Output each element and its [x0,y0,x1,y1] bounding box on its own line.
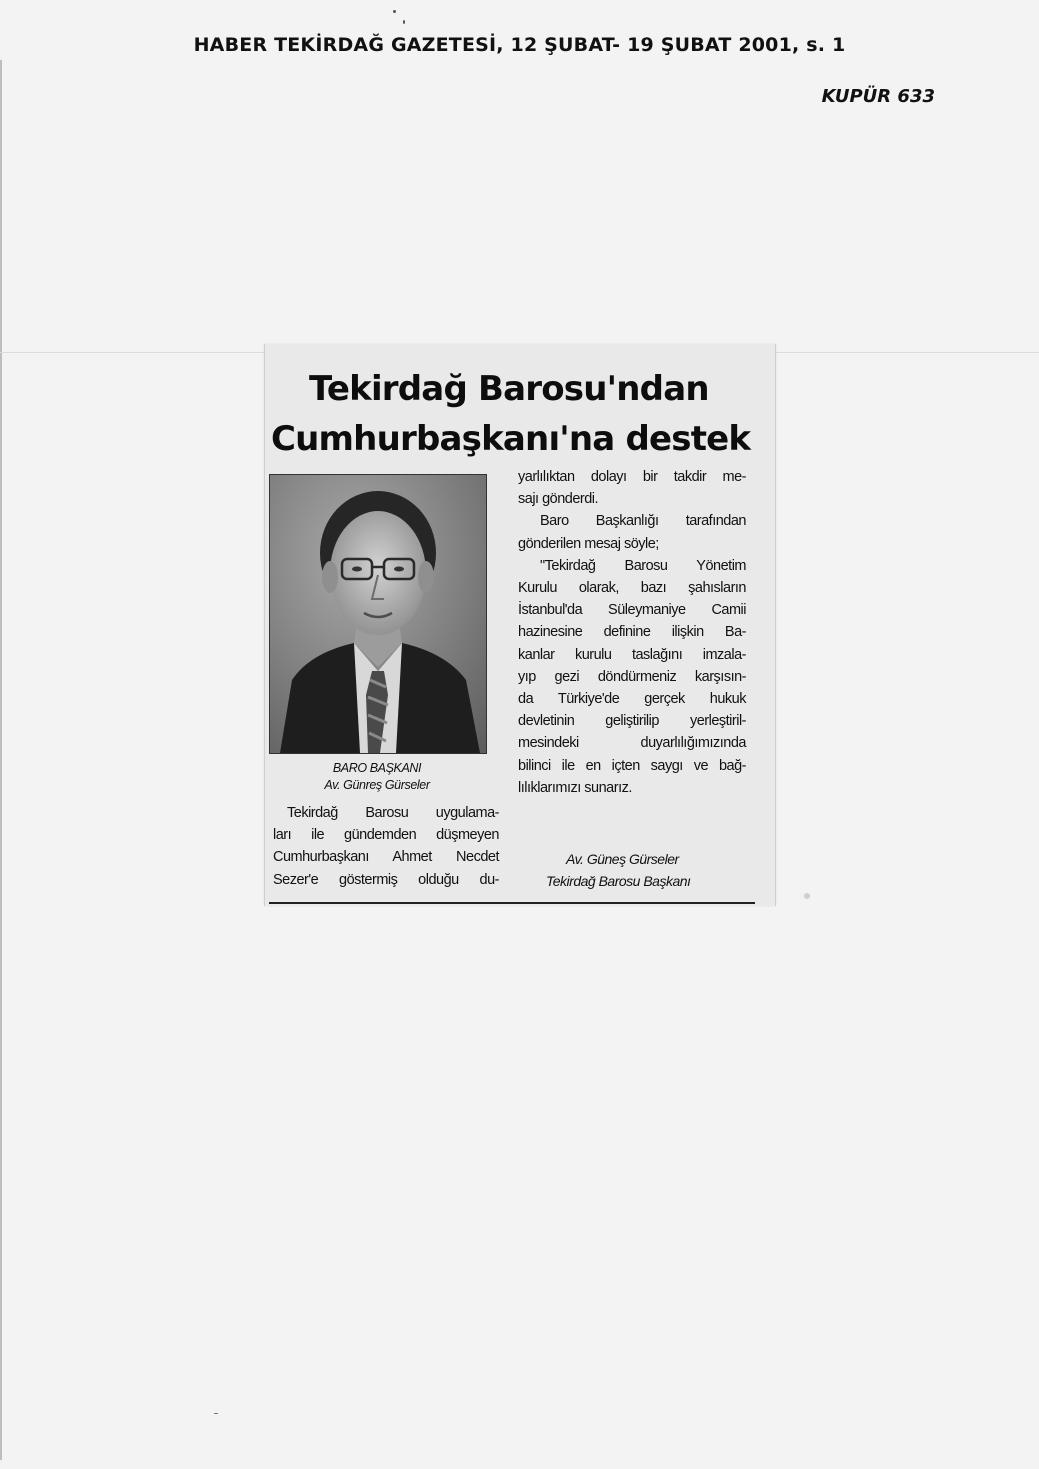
source-citation: HABER TEKİRDAĞ GAZETESİ, 12 ŞUBAT- 19 ŞUBAT 2001, s. 1 [193,34,846,56]
body-line: bilinci ile en içten saygı ve bağ- [518,757,746,774]
caption-title: BARO BAŞKANI [332,761,422,775]
scan-speck [393,10,396,13]
signature-block [518,848,746,892]
body-line: hazinesine definine ilişkin Ba- [518,624,746,641]
body-line: kanlar kurulu taslağını imzala- [518,646,746,663]
scan-speck [804,893,810,899]
body-line: da Türkiye'de gerçek hukuk [518,691,746,708]
caption-name: Av. Günreş Gürseler [324,778,430,792]
signature-title: Tekirdağ Barosu Başkanı [546,873,691,889]
article-column-right [518,466,746,799]
body-line: Kurulu olarak, bazı şahısların [518,580,746,597]
body-line: Sezer'e göstermiş olduğu du- [273,871,499,888]
signature-name: Av. Güneş Gürseler [566,851,679,867]
headline-line-2: Cumhurbaşkanı'na destek [271,419,751,459]
body-line: yarlılıktan dolayı bir takdir me- [518,469,746,485]
body-line: Baro Başkanlığı tarafından [540,513,746,530]
newspaper-clipping [264,344,776,906]
portrait-illustration [270,475,486,753]
scan-speck [403,20,405,24]
body-line: İstanbul'da Süleymaniye Camii [518,602,746,619]
clipping-number: KUPÜR 633 [821,86,935,107]
body-line: lılıklarımızı sunarız. [518,779,632,796]
body-line: sajı gönderdi. [518,491,599,508]
body-line: gönderilen mesaj söyle; [518,535,659,552]
body-line: mesindeki duyarlılığımızında [518,735,746,752]
headline-line-1: Tekirdağ Barosu'ndan [309,369,709,409]
body-line: Tekirdağ Barosu uygulama- [287,805,499,821]
portrait-photo [269,474,487,754]
photo-caption [269,760,485,794]
bottom-rule [269,902,755,904]
article-column-left [273,802,499,891]
body-line: ları ile gündemden düşmeyen [273,827,499,844]
body-line: Cumhurbaşkanı Ahmet Necdet [273,849,499,866]
article-headline [271,364,771,464]
scan-speck [214,1413,218,1414]
scan-edge [0,60,2,1460]
body-line: devletinin geliştirilip yerleştiril- [518,713,746,730]
body-line: yıp gezi döndürmeniz karşısın- [518,668,746,685]
body-line: "Tekirdağ Barosu Yönetim [540,557,746,574]
